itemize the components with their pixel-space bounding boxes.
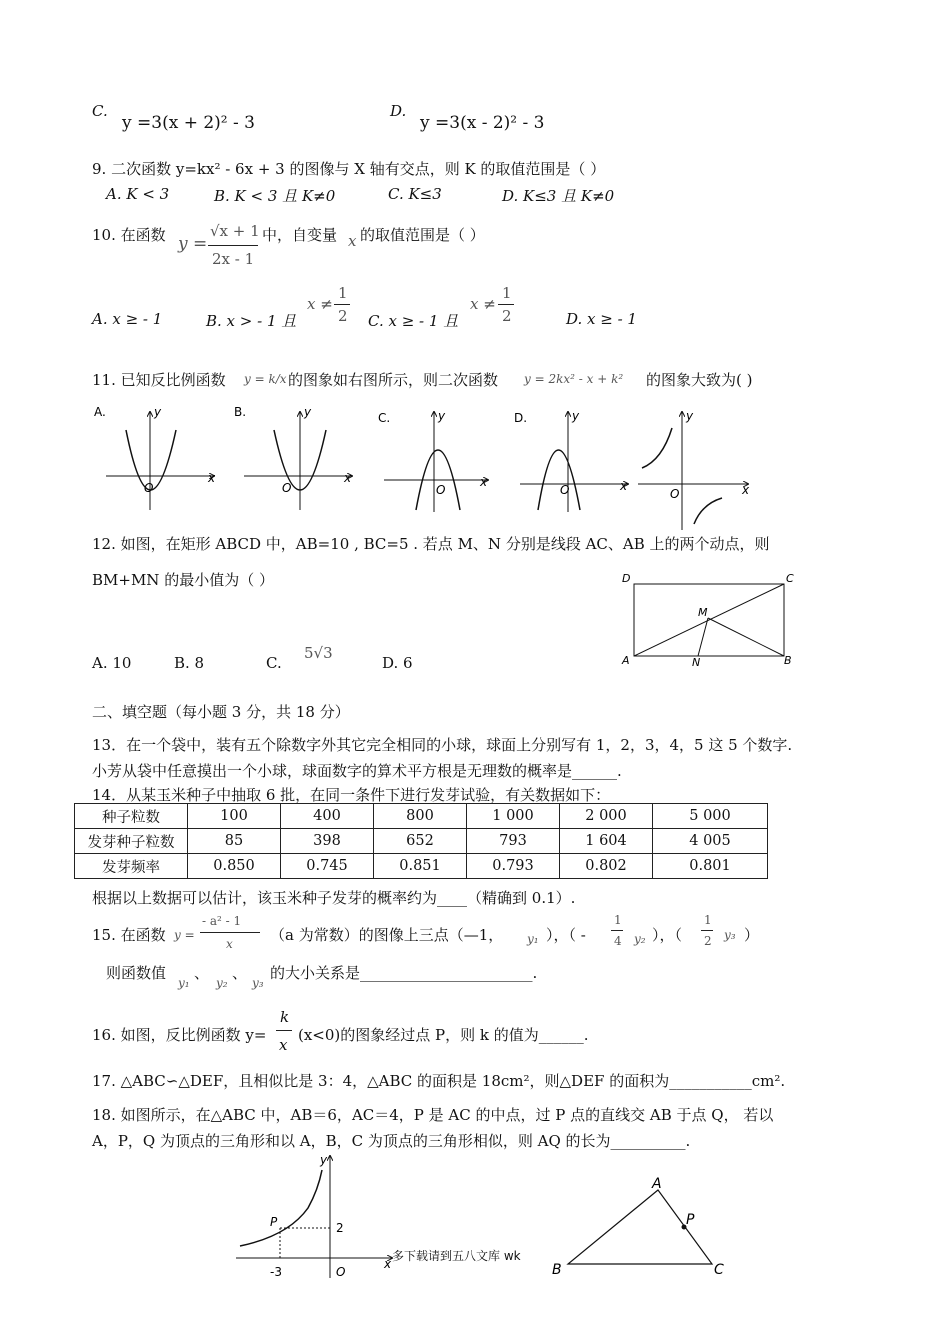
q11-b-axis-x: x	[344, 471, 352, 485]
q9-option-b: B. K < 3 且 K≠0	[214, 187, 336, 205]
table-cell: 种子粒数	[75, 804, 188, 829]
q11-d-axis-y: y	[572, 409, 580, 423]
q10-c-half-den: 2	[502, 307, 512, 325]
q15-p3: ），（	[652, 926, 683, 944]
q15-point-y3: y₃	[724, 928, 736, 942]
q10-option-a: A. x ≥ - 1	[92, 310, 163, 328]
table-cell: 0.851	[374, 854, 467, 879]
table-row	[75, 829, 768, 854]
q15-quarter-den: 4	[614, 934, 622, 948]
q11-label-d: D.	[514, 411, 528, 425]
q15-numerator: - a² - 1	[202, 914, 242, 928]
q10-b-half-bar	[334, 304, 350, 305]
q10-option-b: B. x > - 1 且	[206, 312, 297, 330]
table-cell: 398	[281, 829, 374, 854]
q11-a-axis-y: y	[154, 405, 162, 419]
q11-mid: 的图象如右图所示，则二次函数	[288, 371, 499, 389]
q12-rectangle-figure	[620, 570, 810, 670]
q11-ref-origin: O	[670, 487, 680, 501]
q15-point-y2: y₂	[634, 932, 646, 946]
q13-line1: 13．在一个袋中，装有五个除数字外其它完全相同的小球，球面上分别写有 1，2，3，4，5 这 5 个数字.	[92, 736, 793, 754]
q11-reference-graph	[638, 409, 750, 530]
q15-sep2: 、	[232, 964, 248, 982]
q18-point-b: B	[552, 1262, 562, 1278]
q11-suffix: 的图象大致为( )	[646, 371, 753, 389]
q18-point-a: A	[652, 1176, 662, 1192]
q11-quadratic: y = 2kx² - x + k²	[524, 372, 624, 386]
q11-b-axis-y: y	[304, 405, 312, 419]
q11-a-axis-x: x	[208, 471, 216, 485]
q11-graph-d	[514, 409, 628, 512]
q15-mid: （a 为常数）的图像上三点（—1，	[270, 926, 504, 944]
q9-option-c: C. K≤3	[388, 185, 442, 203]
q12-point-d: D	[622, 572, 631, 585]
table-cell: 793	[467, 829, 560, 854]
q10-y-eq: y =	[178, 234, 208, 254]
q15-close: ）	[744, 926, 760, 944]
q10-b-half-num: 1	[338, 284, 348, 302]
q16-fig-label-2: 2	[336, 1221, 344, 1235]
q15-fraction-bar	[200, 932, 260, 933]
q11-label-a: A.	[94, 405, 106, 419]
q10-b-neq: x ≠	[307, 295, 333, 313]
q16-fig-label-neg3: -3	[270, 1265, 282, 1279]
q15-quarter-num: 1	[614, 913, 622, 927]
q12-option-a: A. 10	[92, 654, 132, 672]
table-cell: 400	[281, 804, 374, 829]
q10-option-d: D. x ≥ - 1	[566, 310, 637, 328]
table-cell: 0.802	[560, 854, 653, 879]
q15-line2-suffix: 的大小关系是_______________________.	[270, 964, 538, 982]
table-row	[75, 854, 768, 879]
q18-point-c: C	[714, 1262, 724, 1278]
q8-d-formula: y =3(x - 2)² - 3	[420, 113, 545, 133]
q9-option-a: A. K < 3	[106, 185, 170, 203]
table-row	[75, 804, 768, 829]
q16-fig-origin: O	[336, 1265, 346, 1279]
q11-d-origin: O	[560, 483, 570, 497]
table-cell: 652	[374, 829, 467, 854]
q12-option-c-value: 5√3	[304, 644, 333, 662]
q12-line1: 12. 如图，在矩形 ABCD 中，AB=10 , BC=5 . 若点 M、N 分别是线段 AC、AB 上的两个动点，则	[92, 535, 770, 553]
table-cell: 1 604	[560, 829, 653, 854]
q11-graph-c	[378, 409, 488, 512]
q8-c-label: C.	[92, 102, 108, 120]
q11-ref-axis-x: x	[742, 483, 750, 497]
q12-line2: BM+MN 的最小值为（ ）	[92, 571, 274, 589]
q10-prefix: 10. 在函数	[92, 226, 166, 244]
q9-stem: 9. 二次函数 y=kx² - 6x + 3 的图像与 X 轴有交点，则 K 的取值范围是（ ）	[92, 160, 606, 178]
q11-prefix: 11. 已知反比例函数	[92, 371, 226, 389]
q12-point-n: N	[692, 656, 701, 669]
q16-fig-axis-y: y	[320, 1153, 328, 1167]
q15-sep1: 、	[194, 964, 210, 982]
q10-c-neq: x ≠	[470, 295, 496, 313]
q11-d-axis-x: x	[620, 479, 628, 493]
q15-half-num: 1	[704, 913, 712, 927]
table-cell: 800	[374, 804, 467, 829]
q10-fraction-bar	[208, 245, 258, 246]
table-cell: 0.793	[467, 854, 560, 879]
q14-after: 根据以上数据可以估计，该玉米种子发芽的概率约为____（精确到 0.1）.	[92, 889, 576, 907]
q11-graph-b	[234, 405, 352, 510]
q10-denominator: 2x - 1	[212, 250, 255, 268]
q15-value-y1: y₁	[178, 976, 190, 990]
q12-option-c: C.	[266, 654, 282, 672]
q16-fig-point-p: P	[270, 1215, 278, 1229]
q16-x: x	[279, 1036, 288, 1054]
q16-k: k	[280, 1008, 290, 1026]
q14-data-table	[74, 803, 768, 879]
q8-c-formula: y =3(x + 2)² - 3	[122, 113, 255, 133]
q15-p2: ），（ -	[546, 926, 586, 944]
q16-fraction-bar	[276, 1030, 292, 1031]
table-cell: 5 000	[653, 804, 768, 829]
table-cell: 0.745	[281, 854, 374, 879]
q12-point-m: M	[698, 606, 708, 619]
section-2-heading: 二、填空题（每小题 3 分，共 18 分）	[92, 703, 350, 721]
q11-label-b: B.	[234, 405, 247, 419]
q10-c-half-num: 1	[502, 284, 512, 302]
q15-quarter-bar	[611, 930, 623, 931]
q10-numerator: √x + 1	[210, 222, 260, 240]
q16-prefix: 16. 如图，反比例函数 y=	[92, 1026, 267, 1044]
q11-c-axis-y: y	[438, 409, 446, 423]
table-cell: 1 000	[467, 804, 560, 829]
table-cell: 2 000	[560, 804, 653, 829]
q16-figure	[232, 1150, 402, 1280]
q15-y-eq: y =	[174, 928, 195, 942]
table-cell: 0.801	[653, 854, 768, 879]
q11-ref-axis-y: y	[686, 409, 694, 423]
q11-c-axis-x: x	[480, 475, 488, 489]
table-cell: 4 005	[653, 829, 768, 854]
q11-graph-a	[94, 405, 216, 510]
table-cell: 100	[188, 804, 281, 829]
q15-half-bar	[701, 930, 713, 931]
q12-option-b: B. 8	[174, 654, 205, 672]
q11-label-c: C.	[378, 411, 391, 425]
q11-inverse-function: y = k/x	[244, 372, 287, 386]
q18-line1: 18. 如图所示，在△ABC 中，AB＝6，AC＝4，P 是 AC 的中点，过 P 点的直线交 AB 于点 Q， 若以	[92, 1106, 774, 1124]
q15-value-y3: y₃	[252, 976, 264, 990]
q11-b-origin: O	[282, 481, 292, 495]
q18-line2: A，P，Q 为顶点的三角形和以 A，B，C 为顶点的三角形相似，则 AQ 的长为__________.	[92, 1132, 691, 1150]
watermark-text: 多下载请到五八文库 wk	[392, 1249, 521, 1263]
q18-point-p: P	[686, 1212, 695, 1228]
q12-option-d: D. 6	[382, 654, 413, 672]
q15-half-den: 2	[704, 934, 712, 948]
q9-option-d: D. K≤3 且 K≠0	[502, 187, 615, 205]
q10-option-c: C. x ≥ - 1 且	[368, 312, 459, 330]
q12-point-c: C	[786, 572, 794, 585]
q17-text: 17. △ABC∽△DEF，且相似比是 3：4，△ABC 的面积是 18cm²，则△DEF 的面积为___________cm².	[92, 1072, 786, 1090]
q15-prefix: 15. 在函数	[92, 926, 166, 944]
q11-c-origin: O	[436, 483, 446, 497]
table-cell: 发芽频率	[75, 854, 188, 879]
q13-line2: 小芳从袋中任意摸出一个小球，球面数字的算术平方根是无理数的概率是______.	[92, 762, 622, 780]
q15-line2-prefix: 则函数值	[106, 964, 167, 982]
q15-point-y1: y₁	[527, 932, 539, 946]
q10-suffix: 的取值范围是（ ）	[360, 226, 485, 244]
q10-b-half-den: 2	[338, 307, 348, 325]
table-cell: 发芽种子粒数	[75, 829, 188, 854]
q18-triangle-figure	[546, 1176, 736, 1276]
q15-denominator: x	[226, 937, 233, 951]
q12-point-a: A	[622, 654, 630, 667]
q8-d-label: D.	[390, 102, 407, 120]
q10-mid: 中，自变量	[262, 226, 338, 244]
table-cell: 0.850	[188, 854, 281, 879]
q10-c-half-bar	[498, 304, 514, 305]
q16-fig-axis-x: x	[384, 1257, 392, 1271]
q10-var: x	[348, 232, 357, 250]
q11-graph-options	[90, 400, 790, 530]
q11-a-origin: O	[144, 481, 154, 495]
table-cell: 85	[188, 829, 281, 854]
q15-value-y2: y₂	[216, 976, 228, 990]
q16-suffix: (x<0)的图象经过点 P，则 k 的值为______.	[298, 1026, 589, 1044]
q14-stem: 14．从某玉米种子中抽取 6 批，在同一条件下进行发芽试验，有关数据如下：	[92, 786, 611, 804]
q12-point-b: B	[784, 654, 792, 667]
